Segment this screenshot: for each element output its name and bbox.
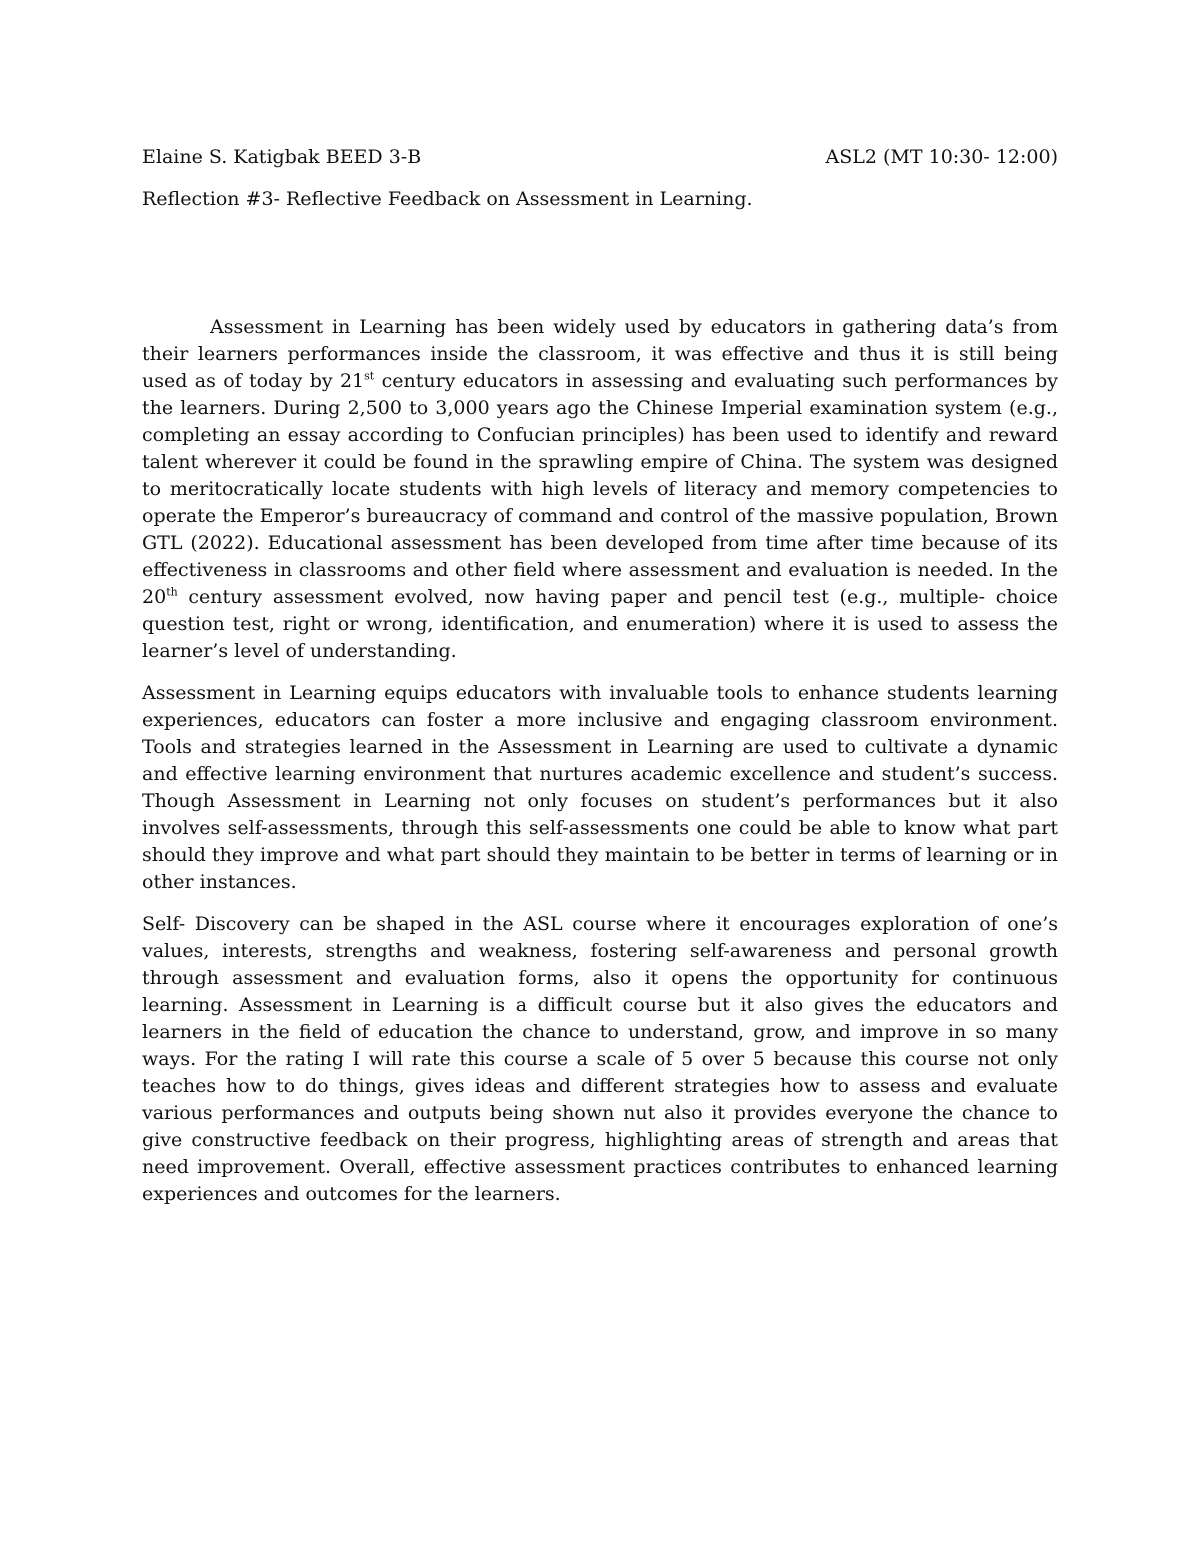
paragraph-3: Self- Discovery can be shaped in the ASL course where it encourages exploration of one’s values, interests, strengths and weakness, fostering self-awareness and personal growth through assessment and evaluation forms, also it opens the opportunity for continuous learning. Assessment in Learning is a difficult course but it also gives the educators and learners in the field of education the chance to understand, grow, and improve in so many ways. For the rating I will rate this course a scale of 5 over 5 because this course not only teaches how to do things, gives ideas and different strategies how to assess and evaluate various performances and outputs being shown nut also it provides everyone the chance to give constructive feedback on their progress, highlighting areas of strength and areas that need improvement. Overall, effective assessment practices contributes to enhanced learning experiences and outcomes for the learners. [142, 913, 1058, 1205]
header-row [142, 144, 1058, 170]
paragraph-1-part-2: century educators in assessing and evaluating such performances by the learners. During 2,500 to 3,000 years ago the Chinese Imperial examination system (e.g., completing an essay according to Confucian principles) has been used to identify and reward talent wherever it could be found in the sprawling empire of China. The system was designed to meritocratically locate students with high levels of literacy and memory competencies to operate the Emperor’s bureaucracy of command and control of the massive population, Brown GTL (2022). Educational assessment has been developed from time after time because of its effectiveness in classrooms and other field where assessment and evaluation is needed. In the 20 [142, 370, 1058, 608]
document-body [142, 314, 1058, 1223]
document-title: Reflection #3- Reflective Feedback on Assessment in Learning. [142, 188, 753, 210]
paragraph-1 [142, 314, 1058, 665]
ordinal-suffix-st: st [364, 369, 375, 383]
course-line: ASL2 (MT 10:30- 12:00) [825, 146, 1058, 168]
paragraph-1-part-1: Assessment in Learning has been widely used by educators in gathering data’s from their learners performances inside the classroom, it was effective and thus it is still being used as of today by 21 [142, 316, 1058, 392]
author-line: Elaine S. Katigbak BEED 3-B [142, 146, 422, 168]
paragraph-2: Assessment in Learning equips educators with invaluable tools to enhance students learning experiences, educators can foster a more inclusive and engaging classroom environment. Tools and strategies learned in the Assessment in Learning are used to cultivate a dynamic and effective learning environment that nurtures academic excellence and student’s success. Though Assessment in Learning not only focuses on student’s performances but it also involves self-assessments, through this self-assessments one could be able to know what part should they improve and what part should they maintain to be better in terms of learning or in other instances. [142, 682, 1058, 893]
ordinal-suffix-th: th [166, 585, 178, 599]
paragraph-1-part-3: century assessment evolved, now having paper and pencil test (e.g., multiple- choice question test, right or wrong, identification, and enumeration) where it is used to assess the learner’s level of understanding. [142, 586, 1058, 662]
